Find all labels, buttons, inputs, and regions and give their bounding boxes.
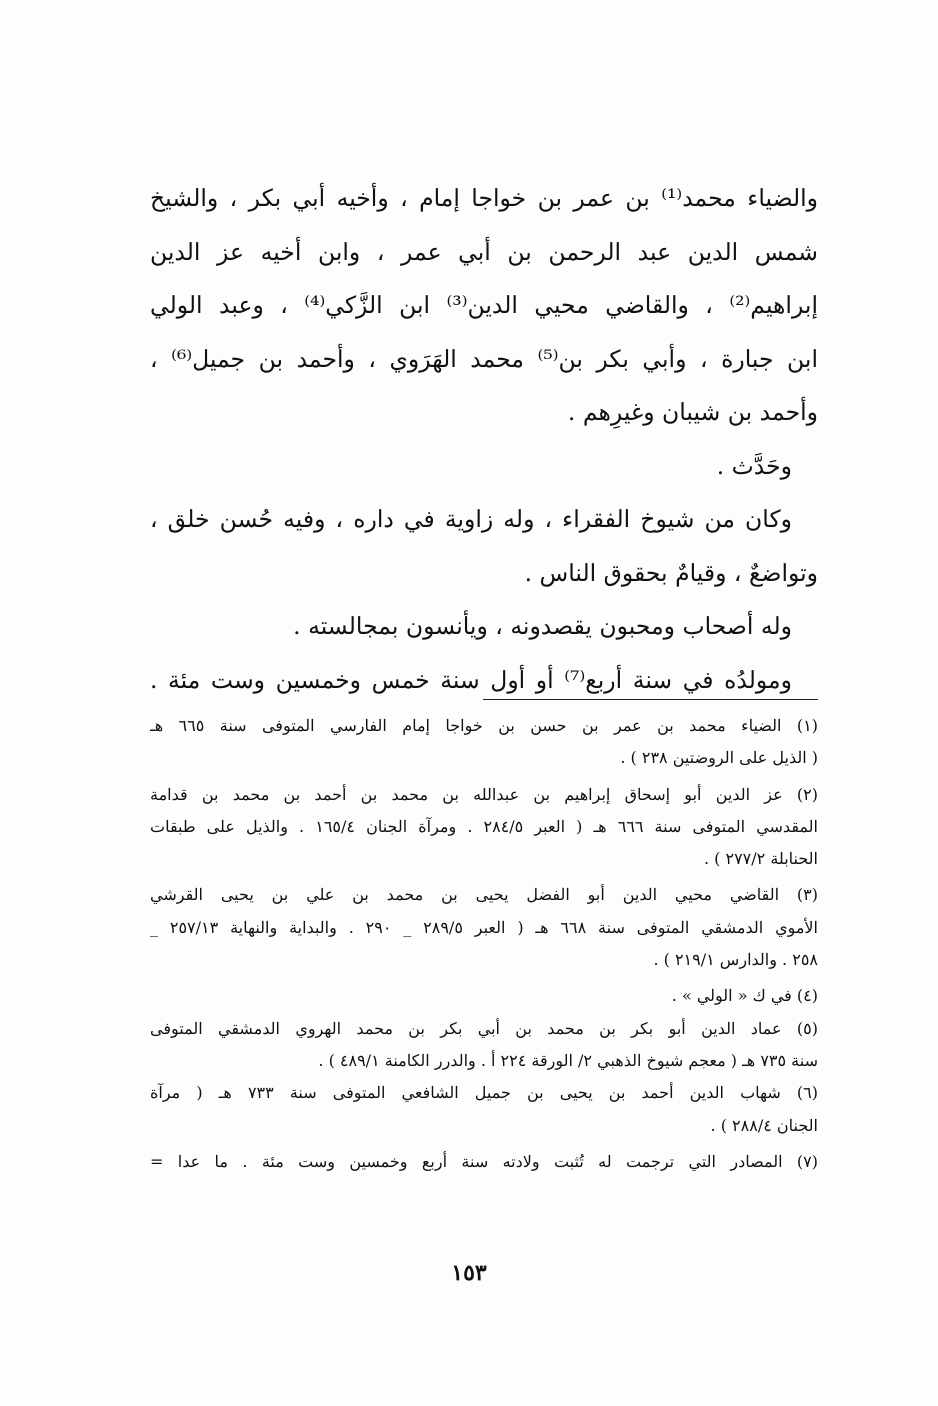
footnote-line: الجنان ٢٨٨/٤ ) . xyxy=(710,1115,818,1135)
body-line: وتواضعٌ ، وقيامٌ بحقوق الناس . xyxy=(524,558,818,587)
footnote-line: (٤) في ك « الولي » . xyxy=(671,986,818,1006)
footnote-line: ٢٥٨ . والدارس ٢١٩/١ ) . xyxy=(653,950,818,970)
body-line: وكان من شيوخ الفقراء ، وله زاوية في داره ، وفيه حُسن خلق ، xyxy=(150,505,792,533)
body-line: ابن جبارة ، وأبي بكر بن⁽⁵⁾ محمد الهَرَوي ، وأحمد بن جميل⁽⁶⁾ ، xyxy=(150,344,818,373)
body-line: وله أصحاب ومحبون يقصدونه ، ويأنسون بمجالسته . xyxy=(293,612,792,640)
body-line: وحَدَّث . xyxy=(716,451,792,480)
footnote-line: (٣) القاضي محيي الدين أبو الفضل يحيى بن محمد بن علي بن يحيى القرشي xyxy=(150,885,818,905)
footnote-line: الحنابلة ٢٧٧/٢ ) . xyxy=(703,849,818,869)
footnote-line: ( الذيل على الروضتين ٢٣٨ ) . xyxy=(620,748,818,768)
footnote-line: (١) الضياء محمد بن عمر بن حسن بن خواجا إمام الفارسي المتوفى سنة ٦٦٥ هـ xyxy=(150,716,818,735)
footnote-line: (٧) المصادر التي ترجمت له تُثبت ولادته سنة أربع وخمسين وست مئة . ما عدا = xyxy=(150,1151,818,1171)
body-line: إبراهيم⁽²⁾ ، والقاضي محيي الدين⁽³⁾ ابن الزَّكي⁽⁴⁾ ، وعبد الولي xyxy=(150,291,818,319)
footnote-line: (٦) شهاب الدين أحمد بن يحيى بن جميل الشافعي المتوفى سنة ٧٣٣ هـ ( مرآة xyxy=(150,1083,818,1103)
footnote-line: الأموي الدمشقي المتوفى سنة ٦٦٨ هـ ( العبر ٢٨٩/٥ _ ٢٩٠ . والبداية والنهاية ٢٥٧/١٣ _ xyxy=(150,917,818,937)
body-line: ومولدُه في سنة أربع⁽⁷⁾ أو أول سنة خمس وخمسين وست مئة . xyxy=(150,665,792,694)
body-line: شمس الدين عبد الرحمن بن أبي عمر ، وابن أخيه عز الدين xyxy=(150,237,818,266)
main-text xyxy=(150,172,818,707)
body-line: وأحمد بن شيبان وغيرِهم . xyxy=(567,398,818,426)
footnote-line: (٢) عز الدين أبو إسحاق إبراهيم بن عبدالله بن محمد بن أحمد بن محمد بن قدامة xyxy=(150,784,818,804)
footnote-line: سنة ٧٣٥ هـ ( معجم شيوخ الذهبي ٢/ الورقة ٢٢٤ أ . والدرر الكامنة ٤٨٩/١ ) . xyxy=(318,1050,818,1070)
body-line: والضياء محمد⁽¹⁾ بن عمر بن خواجا إمام ، وأخيه أبي بكر ، والشيخ xyxy=(150,184,818,212)
page-number: ١٥٣ xyxy=(451,1260,487,1286)
footnotes xyxy=(150,710,818,1178)
footnote-line: المقدسي المتوفى سنة ٦٦٦ هـ ( العبر ٢٨٤/٥ . ومرآة الجنان ١٦٥/٤ . والذيل على طبقات xyxy=(150,816,818,836)
footnote-line: (٥) عماد الدين أبو بكر بن محمد بن أبي بكر بن محمد الهروي الدمشقي المتوفى xyxy=(150,1018,818,1038)
footnote-separator xyxy=(483,699,818,700)
